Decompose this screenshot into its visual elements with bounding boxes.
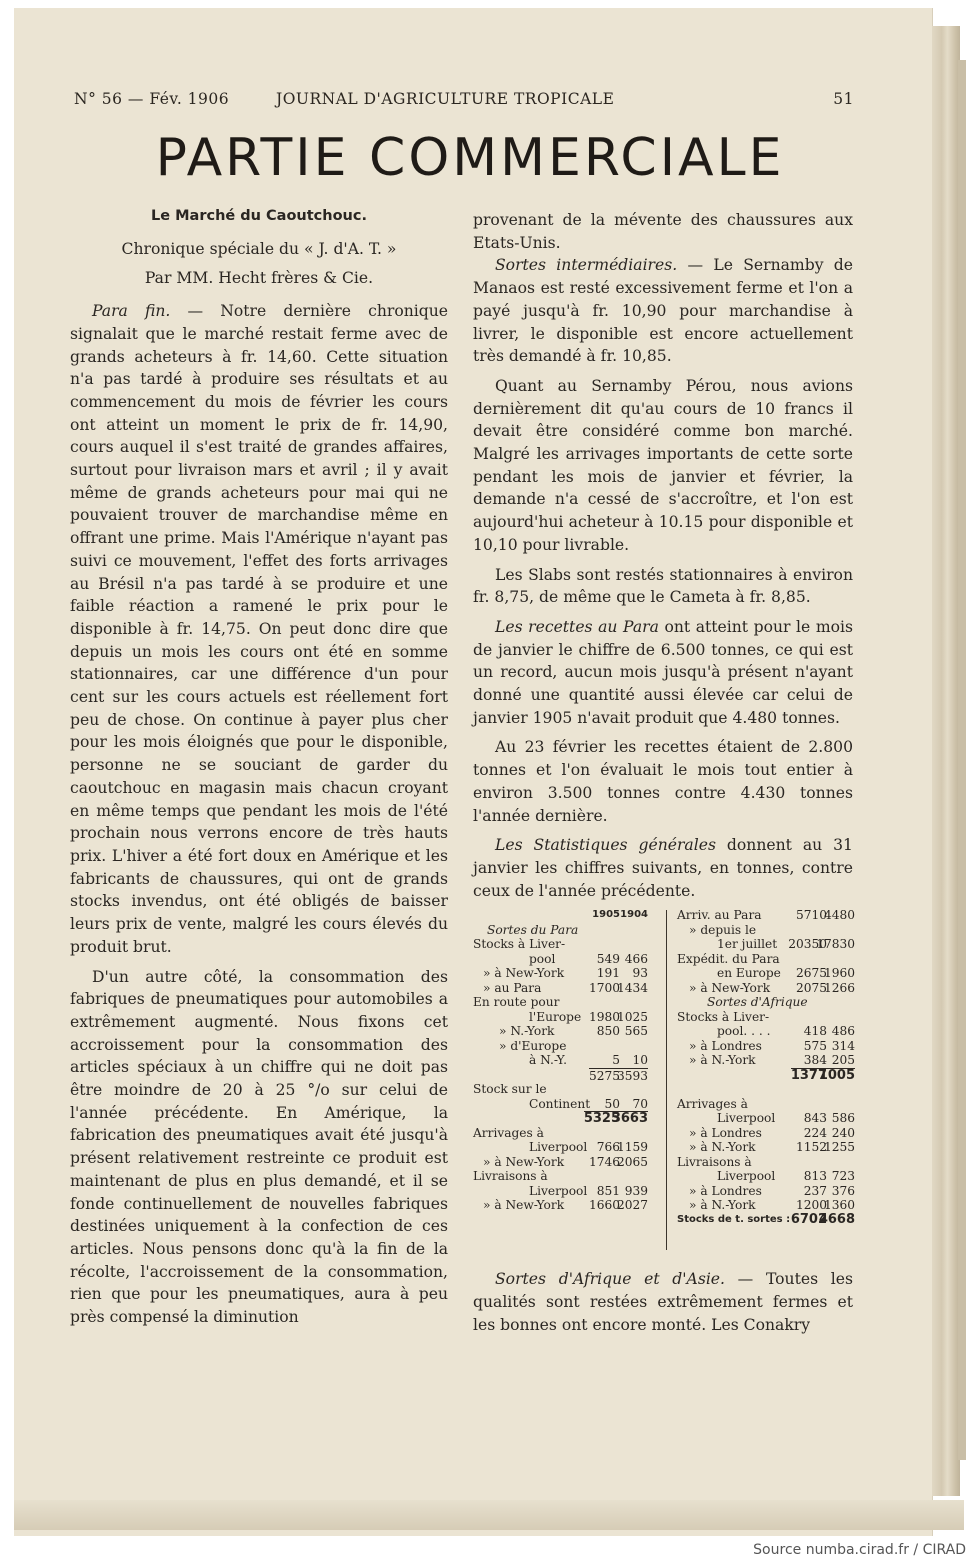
table-row [473,1198,648,1213]
table-divider [666,910,667,1250]
value-1904: 1960 [823,966,855,981]
row-label: Stock sur le [473,1082,547,1097]
value-1905: 1152 [795,1140,827,1155]
value-1904: 2027 [616,1198,648,1213]
value-1904: 1904 [620,909,648,921]
row-label: Stocks de t. sortes : [677,1213,791,1225]
sortes-intermediaires-lead: Sortes intermédiaires. [495,256,678,275]
value-1904: 939 [624,1183,648,1198]
table-row [473,981,648,996]
row-label: En route pour [473,995,560,1010]
value-1905: 6702 [790,1211,827,1227]
value-1905: 2075 [795,980,827,995]
table-row [473,995,648,1010]
para-fin-text: — Notre dernière chronique signalait que le marché restait ferme avec de grands acheteurs à fr. 14,60. Cette situation n'a pas tardé à produire ses résultats et au commencement du mois de février les cours ont atteint un moment le prix de fr. 14,90, cours auquel il s'est traité de grandes affaires, surtout pour livraison mars et avril ; il y avait même de grands acheteurs pour mai qui ne pouvaient trouver de marchandise même en offrant une prime. Mais l'Amérique n'ayant pas suivi ce mouvement, l'effet des forts arrivages au Brésil n'a pas tardé à se produire et une faible réaction a ramené le prix pour le disponible à fr. 14,75. On peut donc dire que depuis un mois les cours ont été en somme stationnaires, car une différence d'un pour cent sur les cours actuels est réellement fort peu de chose. On continue à payer plus cher pour les mois éloignés que pour le disponible, personne ne se souciant de garder du caoutchouc en magasin mais chacun croyant en même temps que pendant les mois de l'été prochain nous verrons encore de très hauts prix. L'hiver a été fort doux en Amérique et les fabricants de chaussures, qui ont de grands stocks invendus, ont été obligés de baisser leurs prix de vente, malgré les cours élevés du produit brut. [70,302,448,956]
value-1905: 50 [604,1096,620,1111]
table-row [677,995,855,1010]
value-1905: 1377 [790,1067,827,1083]
left-column [70,205,448,1329]
page-bottom-shadow [14,1500,964,1530]
value-1904: 10 [632,1053,648,1068]
row-label: Stocks à Liver- [473,937,566,952]
table-row [473,908,648,923]
paragraph-pneumatiques: D'un autre côté, la consommation des fabriques de pneumatiques pour automobiles a extrêmement augmenté. Nous fixons cet accroissement pour la consommation des articles spéciaux à un chiffre qui ne doit pas être moindre de 20 à 25 °/o sur celui de l'année précédente. En Amérique, la fabrication des pneumatiques avait été jusqu'à présent relativement restreinte ce produit est maintenant de plus en plus demandé, et il se fonde continuellement de nouvelles fabriques destinées uniquement à la confection de ces articles. Nous pensons donc qu'à la fin de la récolte, l'accroissement de la consommation, rien que pour les pneumatiques, aura à peu près compensé la diminution [70,967,448,1327]
table-row [677,1097,855,1112]
row-label: Livraisons à [473,1169,548,1184]
row-label: l'Europe [529,1009,582,1024]
article-subtitle: Chronique spéciale du « J. d'A. T. » [121,239,397,258]
value-1904: 1360 [823,1198,855,1213]
page-edge [932,26,960,1496]
row-label: » à New-York [483,1198,565,1213]
row-label: 1er juillet [717,937,778,952]
value-1905: 1746 [588,1154,620,1169]
value-1904: 1159 [616,1140,648,1155]
value-1904: 17830 [816,937,855,952]
table-row [677,1198,855,1213]
value-1904: 586 [831,1111,855,1126]
value-1905: 851 [596,1183,620,1198]
paragraph-continuation: provenant de la mévente des chaussures aux Etats-Unis. [473,211,853,252]
row-label: en Europe [717,966,781,981]
statistiques-text: donnent au 31 janvier les chiffres suivants, en tonnes, contre ceux de l'année précédente. [473,836,853,900]
row-label: à N.-Y. [529,1053,568,1068]
table-row [473,1111,648,1126]
table-row [677,1169,855,1184]
value-1904: 3593 [616,1068,648,1083]
article-title: Le Marché du Caoutchouc. [151,208,367,224]
row-label: Liverpool [717,1169,776,1184]
table-row [473,1010,648,1025]
value-1904: 93 [632,966,648,981]
value-1905: 1700 [588,980,620,995]
value-1904: 1005 [818,1067,855,1083]
value-1904: 4480 [823,908,855,923]
value-1904: 466 [624,951,648,966]
row-label: » à Londres [689,1183,762,1198]
value-1904: 723 [831,1169,855,1184]
table-row [473,923,648,938]
row-label: Expédit. du Para [677,951,780,966]
value-1904: 1255 [823,1140,855,1155]
value-1904: 1025 [616,1009,648,1024]
table-row [473,1097,648,1112]
row-label: Liverpool [529,1140,588,1155]
value-1904: 314 [831,1038,855,1053]
paragraph-statistiques [473,834,853,902]
table-row [473,1126,648,1141]
journal-name: JOURNAL D'AGRICULTURE TROPICALE [276,90,615,108]
paragraph-sortes-intermediaires [473,254,853,368]
table-row [677,1068,855,1083]
value-1904: 1266 [823,980,855,995]
row-label: » à N.-York [689,1198,756,1213]
value-1905: 1980 [588,1009,620,1024]
paragraph-slabs: Les Slabs sont restés stationnaires à environ fr. 8,75, de même que le Cameta à fr. 8,85. [473,565,853,607]
row-label: » à Londres [689,1125,762,1140]
recettes-text: ont atteint pour le mois de janvier le chiffre de 6.500 tonnes, ce qui est un record, aucun mois jusqu'à présent n'ayant donné une quantité aussi élevée car celui de janvier 1905 n'avait produit que 4.480 tonnes. [473,617,853,727]
table-row [677,1010,855,1025]
row-label: » à New-York [689,980,771,995]
value-1905: 766 [596,1140,620,1155]
article-byline: Par MM. Hecht frères & Cie. [144,269,374,288]
section-title: PARTIE COMMERCIALE [155,128,785,188]
value-1905: 813 [803,1169,827,1184]
row-label: » à N.-York [689,1140,756,1155]
row-label: pool. . . . [717,1024,771,1039]
table-row [677,1082,855,1097]
table-row [677,937,855,952]
table-row [677,908,855,923]
table-row [677,923,855,938]
row-label: » à New-York [483,1154,565,1169]
statistics-tables [473,908,853,1268]
row-label: » au Para [483,980,542,995]
value-1904: 565 [624,1024,648,1039]
value-1905: 224 [803,1125,827,1140]
value-1905: 5 [612,1053,620,1068]
table-row [473,937,648,952]
table-row [473,966,648,981]
value-1905: 191 [596,966,620,981]
value-1904: 205 [831,1053,855,1068]
table-row [473,1169,648,1184]
table-row [677,1053,855,1068]
row-label: Arrivages à [473,1125,544,1140]
value-1904: 70 [632,1096,648,1111]
table-row [473,1039,648,1054]
table-row [677,1039,855,1054]
row-label: Sortes du Para [487,922,579,937]
value-1904: 1434 [616,980,648,995]
row-label: » à Londres [689,1038,762,1053]
value-1904: 2065 [616,1154,648,1169]
issue-number: N° 56 — Fév. 1906 [74,90,230,108]
value-1905: 1905 [592,909,620,921]
value-1905: 575 [803,1038,827,1053]
row-label: pool [529,951,556,966]
row-label: Sortes d'Afrique [707,995,808,1010]
row-label: Livraisons à [677,1154,752,1169]
afrique-asie-text: — Toutes les qualités sont restées extrêmement fermes et les bonnes ont encore monté. Les Conakry [473,1270,853,1334]
row-label: Liverpool [717,1111,776,1126]
table-row [677,1111,855,1126]
value-1904: 376 [831,1183,855,1198]
value-1905: 5710 [795,908,827,923]
row-label: » depuis le [689,922,757,937]
value-1904: 4668 [818,1211,855,1227]
source-credit: Source numba.cirad.fr / CIRAD [753,1542,966,1558]
afrique-asie-lead: Sortes d'Afrique et d'Asie. [495,1270,725,1289]
table-row [677,1184,855,1199]
paragraph-afrique-asie [473,1268,853,1336]
row-label: Arrivages à [677,1096,748,1111]
row-label: » N.-York [499,1024,555,1039]
table-row [473,1155,648,1170]
table-row [473,952,648,967]
statistiques-lead: Les Statistiques générales [495,836,716,855]
row-label: Arriv. au Para [677,908,762,923]
value-1904: 240 [831,1125,855,1140]
table-row [677,1213,855,1228]
para-fin-lead: Para fin. [92,302,171,321]
table-row [473,1184,648,1199]
row-label: » d'Europe [499,1038,567,1053]
value-1905: 850 [596,1024,620,1039]
table-row [473,1082,648,1097]
table-row [677,981,855,996]
value-1905: 237 [803,1183,827,1198]
row-label: Stocks à Liver- [677,1009,770,1024]
table-sortes-afrique [677,908,855,1227]
table-row [677,1155,855,1170]
value-1905: 418 [803,1024,827,1039]
table-sortes-para [473,908,648,1213]
value-1905: 549 [596,951,620,966]
row-label: » à N.-York [689,1053,756,1068]
value-1905: 5325 [583,1111,620,1127]
row-label: Liverpool [529,1183,588,1198]
row-label: Continent [529,1096,591,1111]
paragraph-para-fin [70,300,448,958]
value-1905: 1660 [588,1198,620,1213]
sortes-intermediaires-text: — Le Sernamby de Manaos est resté excessivement ferme et l'on a payé jusqu'à fr. 10,90 pour marchandise à livrer, le disponible est encore actuellement très demandé à fr. 10,85. [473,256,854,366]
value-1905: 5275 [588,1068,620,1083]
value-1904: 486 [831,1024,855,1039]
table-row [473,1024,648,1039]
value-1905: 843 [803,1111,827,1126]
value-1905: 2675 [795,966,827,981]
right-column [473,209,853,1337]
page-number: 51 [833,90,854,108]
table-row [677,966,855,981]
table-row [473,1053,648,1068]
table-row [473,1068,648,1083]
table-row [677,1024,855,1039]
value-1905: 1200 [795,1198,827,1213]
value-1905: 384 [803,1053,827,1068]
table-row [473,1140,648,1155]
row-label: » à New-York [483,966,565,981]
value-1905: 20350 [788,937,827,952]
table-row [677,1140,855,1155]
value-1904: 3663 [611,1111,648,1127]
paragraph-fevrier: Au 23 février les recettes étaient de 2.800 tonnes et l'on évaluait le mois tout entier à environ 3.500 tonnes contre 4.430 tonnes l'année dernière. [473,738,853,825]
table-row [677,1126,855,1141]
recettes-lead: Les recettes au Para [495,617,659,636]
table-row [677,952,855,967]
paragraph-sernamby-perou: Quant au Sernamby Pérou, nous avions dernièrement dit qu'au cours de 10 francs il devait être considéré comme bon marché. Malgré les arrivages importants de cette sorte pendant les mois de janvier et février, la demande n'a cessé de s'accroître, et l'on est aujourd'hui acheteur à 10.15 pour disponible et 10,10 pour livrable. [473,376,853,554]
page-edge-inner [958,60,966,1460]
paragraph-recettes [473,616,853,730]
